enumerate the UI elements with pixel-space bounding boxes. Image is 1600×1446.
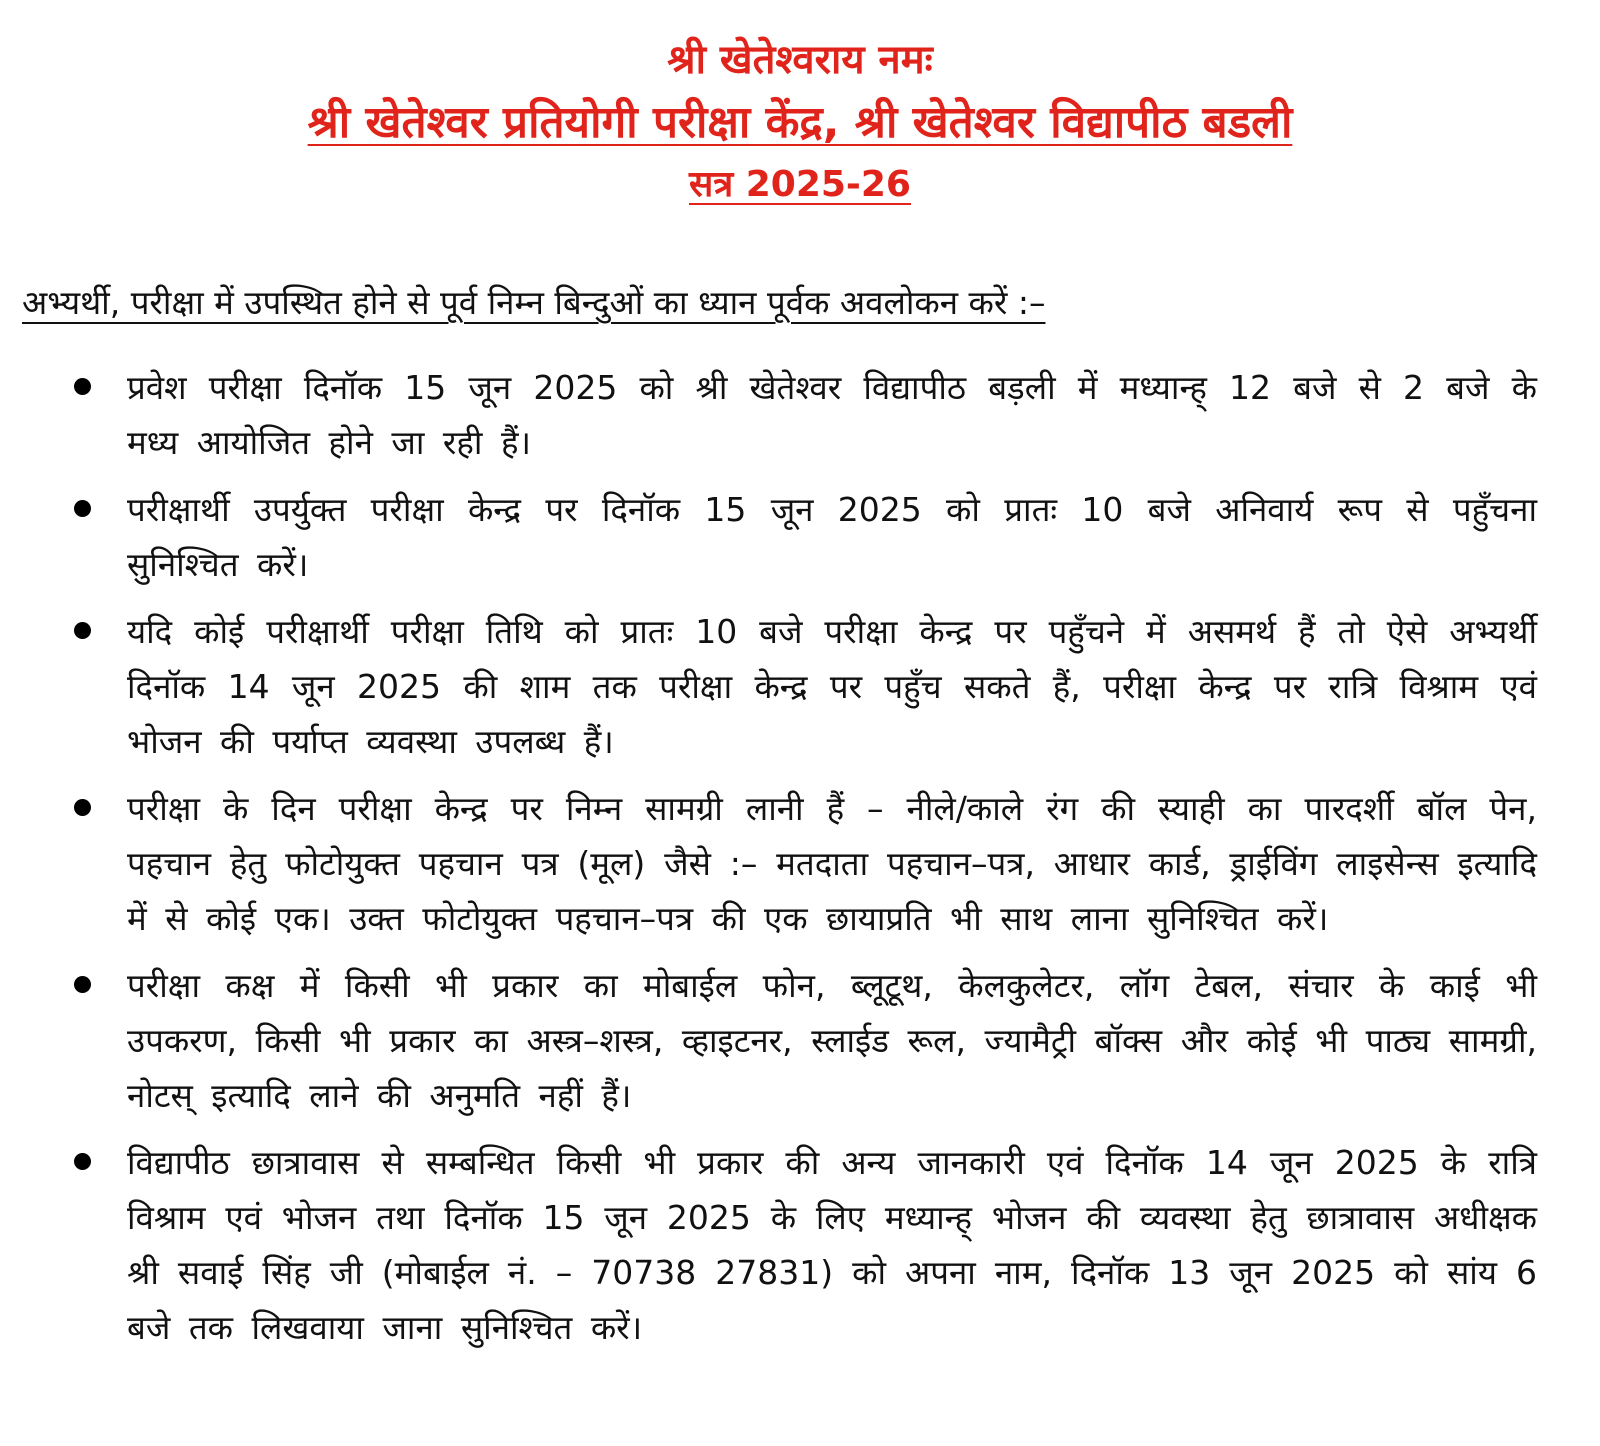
list-item [0, 482, 1537, 592]
bullet-icon [74, 378, 91, 395]
list-item [0, 604, 1537, 769]
institute-heading [0, 90, 1600, 156]
instructions-intro [22, 280, 1402, 326]
list-item-text: परीक्षा के दिन परीक्षा केन्द्र पर निम्न सामग्री लानी हैं – नीले/काले रंग की स्याही का पारदर्शी बॉल पेन, पहचान हेतु फोटोयुक्त पहचान पत्र (मूल) जैसे :– मतदाता पहचान–पत्र, आधार कार्ड, ड्राईविंग लाइसेन्स इत्यादि में से कोई एक। उक्त फोटोयुक्त पहचान–पत्र की एक छायाप्रति भी साथ लाना सुनिश्चित करें। [127, 789, 1537, 938]
list-item [0, 1135, 1537, 1355]
document-header [0, 30, 1600, 214]
list-item [0, 781, 1537, 946]
instruction-list [0, 360, 1600, 1367]
institute-heading-text: श्री खेतेश्वर प्रतियोगी परीक्षा केंद्र, श्री खेतेश्वर विद्यापीठ बडली [307, 97, 1293, 148]
session-heading [0, 156, 1600, 214]
session-heading-text: सत्र 2025-26 [689, 164, 911, 205]
list-item [0, 360, 1537, 470]
list-item [0, 958, 1537, 1123]
bullet-icon [74, 500, 91, 517]
invocation-heading: श्री खेतेश्वराय नमः [667, 37, 933, 83]
list-item-text: विद्यापीठ छात्रावास से सम्बन्धित किसी भी प्रकार की अन्य जानकारी एवं दिनॉक 14 जून 2025 के रात्रि विश्राम एवं भोजन तथा दिनॉक 15 जून 2025 के लिए मध्यान्ह् भोजन की व्यवस्था हेतु छात्रावास अधीक्षक श्री सवाई सिंह जी (मोबाईल नं. – 70738 27831) को अपना नाम, दिनॉक 13 जून 2025 को सांय 6 बजे तक लिखवाया जाना सुनिश्चित करें। [127, 1143, 1537, 1347]
bullet-icon [74, 799, 91, 816]
bullet-icon [74, 622, 91, 639]
bullet-icon [74, 1153, 91, 1170]
list-item-text: प्रवेश परीक्षा दिनॉक 15 जून 2025 को श्री खेतेश्वर विद्यापीठ बड़ली में मध्यान्ह् 12 बजे से 2 बजे के मध्य आयोजित होने जा रही हैं। [127, 368, 1537, 462]
list-item-text: यदि कोई परीक्षार्थी परीक्षा तिथि को प्रातः 10 बजे परीक्षा केन्द्र पर पहुँचने में असमर्थ हैं तो ऐसे अभ्यर्थी दिनॉक 14 जून 2025 की शाम तक परीक्षा केन्द्र पर पहुँच सकते हैं, परीक्षा केन्द्र पर रात्रि विश्राम एवं भोजन की पर्याप्त व्यवस्था उपलब्ध हैं। [127, 612, 1537, 761]
bullet-icon [74, 976, 91, 993]
list-item-text: परीक्षार्थी उपर्युक्त परीक्षा केन्द्र पर दिनॉक 15 जून 2025 को प्रातः 10 बजे अनिवार्य रूप से पहुँचना सुनिश्चित करें। [127, 490, 1537, 584]
list-item-text: परीक्षा कक्ष में किसी भी प्रकार का मोबाईल फोन, ब्लूटूथ, केलकुलेटर, लॉग टेबल, संचार के काई भी उपकरण, किसी भी प्रकार का अस्त्र–शस्त्र, व्हाइटनर, स्लाईड रूल, ज्यामैट्री बॉक्स और कोई भी पाठ्य सामग्री, नोटस् इत्यादि लाने की अनुमति नहीं हैं। [127, 966, 1537, 1115]
instructions-intro-text: अभ्यर्थी, परीक्षा में उपस्थित होने से पूर्व निम्न बिन्दुओं का ध्यान पूर्वक अवलोकन करें :– [22, 283, 1046, 322]
